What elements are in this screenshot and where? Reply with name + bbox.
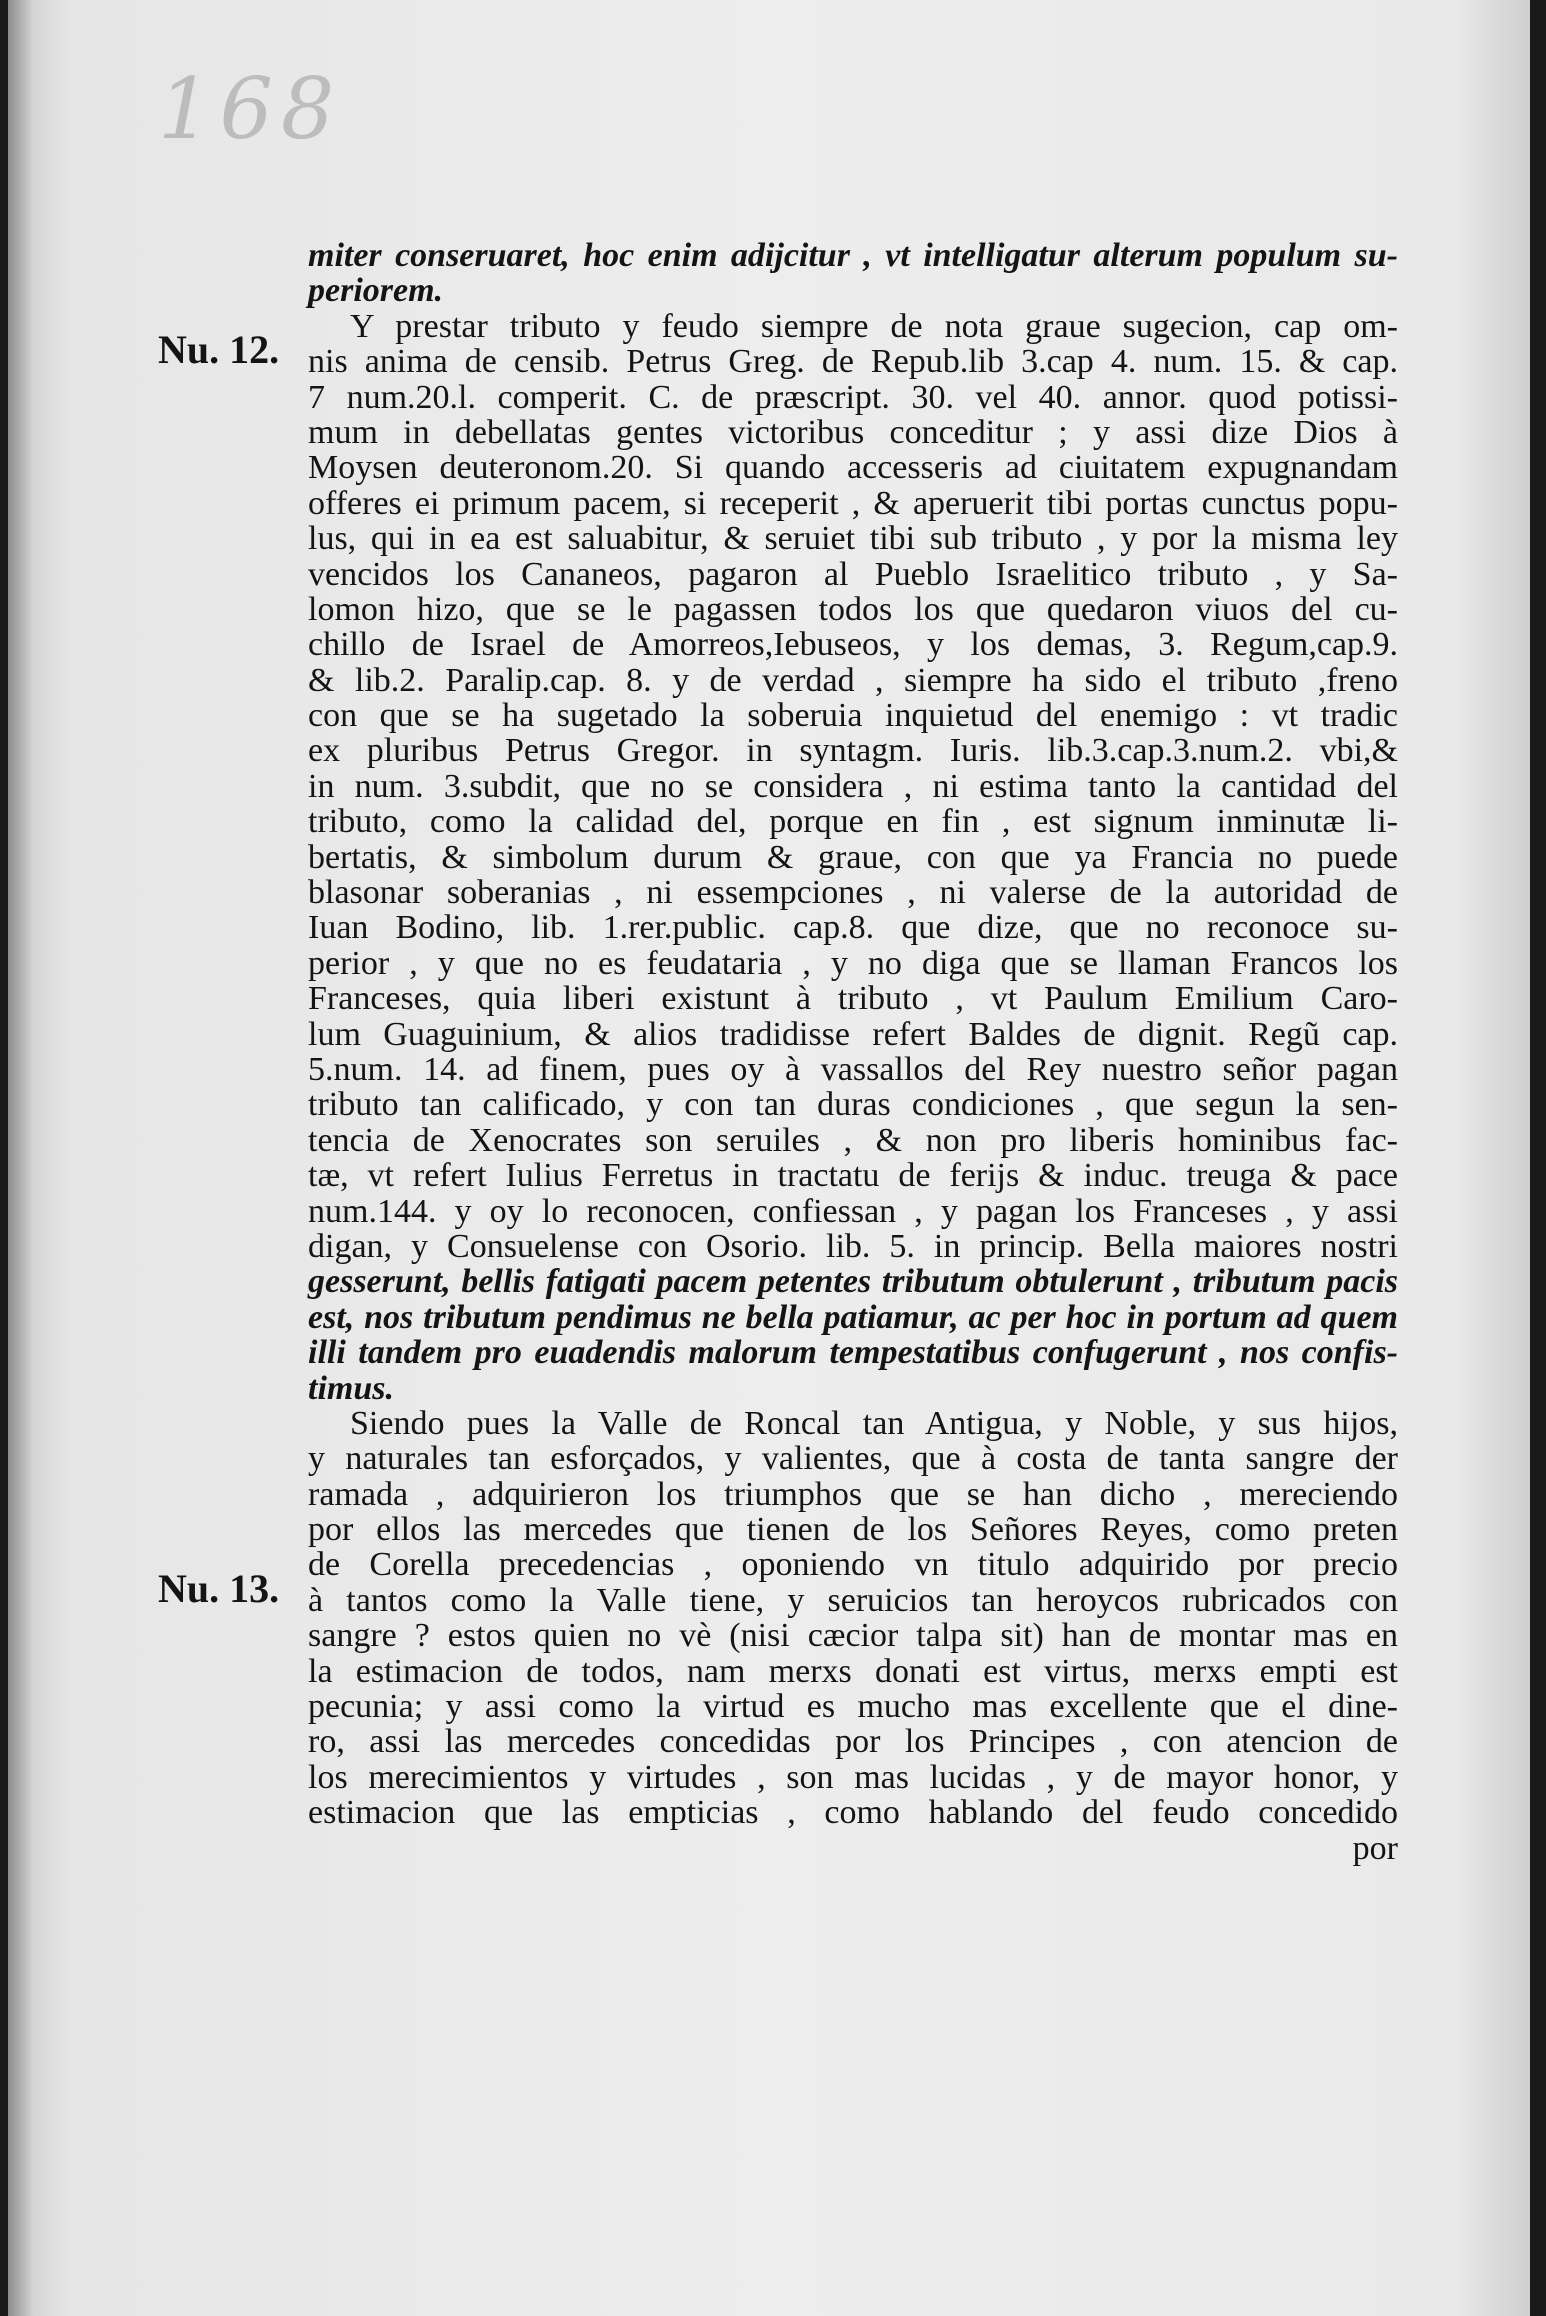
- margin-label-nu-13: Nu. 13.: [158, 1566, 280, 1611]
- text-line: pecunia; y assi como la virtud es mucho mas excellente que el dine-: [308, 1688, 1398, 1726]
- text-line: chillo de Israel de Amorreos,Iebuseos, y los demas, 3. Regum,cap.9.: [308, 626, 1398, 664]
- text-line: lomon hizo, que se le pagassen todos los que quedaron viuos del cu-: [308, 590, 1398, 628]
- text-line: mum in debellatas gentes victoribus conceditur ; y assi dize Dios à: [308, 413, 1398, 451]
- text-line: illi tandem pro euadendis malorum tempestatibus confugerunt , nos confis-: [308, 1334, 1398, 1372]
- body-text: [308, 238, 1398, 1866]
- text-line: Iuan Bodino, lib. 1.rer.public. cap.8. que dize, que no reconoce su-: [308, 909, 1398, 947]
- text-line: estimacion que las empticias , como hablando del feudo concedido: [308, 1794, 1398, 1832]
- margin-label-nu-12: Nu. 12.: [158, 327, 280, 372]
- text-line: offeres ei primum pacem, si receperit , & aperuerit tibi portas cunctus popu-: [308, 484, 1398, 522]
- text-line: ex pluribus Petrus Gregor. in syntagm. Iuris. lib.3.cap.3.num.2. vbi,&: [308, 732, 1398, 770]
- text-line: los merecimientos y virtudes , son mas lucidas , y de mayor honor, y: [308, 1758, 1398, 1796]
- text-line: con que se ha sugetado la soberuia inquietud del enemigo : vt tradic: [308, 697, 1398, 735]
- text-line: perior , y que no es feudataria , y no diga que se llaman Francos los: [308, 944, 1398, 982]
- text-line: tencia de Xenocrates son seruiles , & non pro liberis hominibus fac-: [308, 1121, 1398, 1159]
- text-line: miter conseruaret, hoc enim adijcitur , vt intelligatur alterum populum su-: [308, 237, 1398, 274]
- text-line: tæ, vt refert Iulius Ferretus in tractatu de ferijs & induc. treuga & pace: [308, 1157, 1398, 1195]
- catchword: por: [1352, 1829, 1398, 1867]
- text-line: ro, assi las mercedes concedidas por los Principes , con atencion de: [308, 1723, 1398, 1761]
- text-line: y naturales tan esforçados, y valientes, que à costa de tanta sangre der: [308, 1440, 1398, 1478]
- text-line: gesserunt, bellis fatigati pacem petentes tributum obtulerunt , tributum pacis: [308, 1263, 1398, 1301]
- text-line: Siendo pues la Valle de Roncal tan Antigua, y Noble, y sus hijos,: [350, 1404, 1398, 1442]
- text-line: 5.num. 14. ad finem, pues oy à vassallos del Rey nuestro señor pagan: [308, 1050, 1398, 1088]
- text-line: vencidos los Cananeos, pagaron al Pueblo Israelitico tributo , y Sa-: [308, 555, 1398, 593]
- text-line: tributo tan calificado, y con tan duras condiciones , que segun la sen-: [308, 1086, 1398, 1124]
- handwritten-folio-number: 168: [158, 60, 343, 158]
- text-line: blasonar soberanias , ni essempciones , ni valerse de la autoridad de: [308, 874, 1398, 912]
- text-line: nis anima de censib. Petrus Greg. de Repub.lib 3.cap 4. num. 15. & cap.: [308, 343, 1398, 381]
- text-line: in num. 3.subdit, que no se considera , ni estima tanto la cantidad del: [308, 767, 1398, 805]
- text-line: digan, y Consuelense con Osorio. lib. 5. in princip. Bella maiores nostri: [308, 1227, 1398, 1265]
- text-line: lum Guaguinium, & alios tradidisse refert Baldes de dignit. Regũ cap.: [308, 1015, 1398, 1053]
- text-line: periorem.: [308, 272, 444, 310]
- text-line: sangre ? estos quien no vè (nisi cæcior talpa sit) han de montar mas en: [308, 1617, 1398, 1655]
- text-line: de Corella precedencias , oponiendo vn titulo adquirido por precio: [308, 1546, 1398, 1584]
- text-line: la estimacion de todos, nam merxs donati est virtus, merxs empti est: [308, 1652, 1398, 1690]
- page-binding-edge: [8, 0, 34, 2316]
- text-line: lus, qui in ea est saluabitur, & seruiet tibi sub tributo , y por la misma ley: [308, 520, 1398, 558]
- book-page: [8, 0, 1530, 2316]
- text-line: ramada , adquirieron los triumphos que se han dicho , mereciendo: [308, 1475, 1398, 1513]
- text-line: & lib.2. Paralip.cap. 8. y de verdad , siempre ha sido el tributo ,freno: [308, 661, 1398, 699]
- text-line: Moysen deuteronom.20. Si quando accesseris ad ciuitatem expugnandam: [308, 449, 1398, 487]
- text-line: tributo, como la calidad del, porque en fin , est signum inminutæ li-: [308, 803, 1398, 841]
- text-line: bertatis, & simbolum durum & graue, con que ya Francia no puede: [308, 838, 1398, 876]
- text-line: à tantos como la Valle tiene, y seruicios tan heroycos rubricados con: [308, 1581, 1398, 1619]
- text-line: 7 num.20.l. comperit. C. de præscript. 30. vel 40. annor. quod potissi-: [308, 378, 1398, 416]
- text-line: est, nos tributum pendimus ne bella patiamur, ac per hoc in portum ad quem: [308, 1298, 1398, 1336]
- text-line: Franceses, quia liberi existunt à tributo , vt Paulum Emilium Caro-: [308, 980, 1398, 1018]
- text-line: por ellos las mercedes que tienen de los Señores Reyes, como preten: [308, 1511, 1398, 1549]
- text-line: num.144. y oy lo reconocen, confiessan , y pagan los Franceses , y assi: [308, 1192, 1398, 1230]
- text-line: Y prestar tributo y feudo siempre de nota graue sugecion, cap om-: [350, 307, 1398, 345]
- text-line: timus.: [308, 1369, 394, 1407]
